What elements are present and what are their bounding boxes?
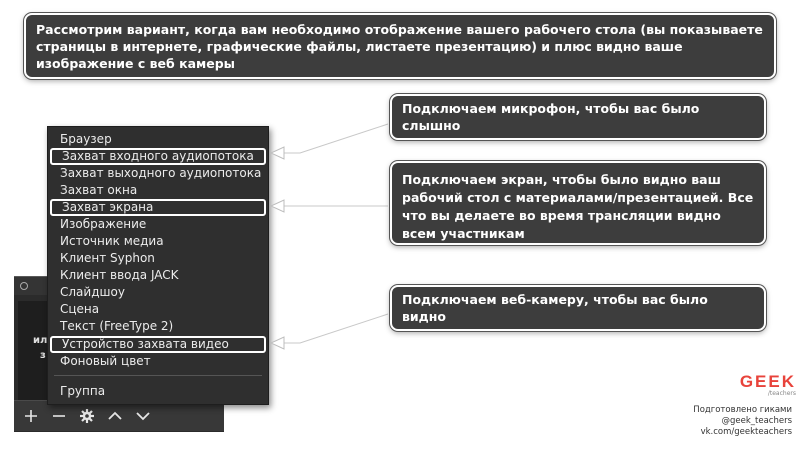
arrowhead-icon <box>271 337 284 349</box>
menu-item-media-source[interactable]: Источник медиа <box>60 234 164 248</box>
window-close-icon[interactable] <box>20 282 28 290</box>
arrowhead-icon <box>271 200 284 212</box>
arrowhead-icon <box>271 147 284 159</box>
connector-webcam <box>283 314 388 343</box>
credit-line: @geek_teachers <box>721 416 792 426</box>
geek-teachers-logo <box>730 372 796 404</box>
menu-item-text-freetype2[interactable]: Текст (FreeType 2) <box>60 319 174 333</box>
menu-item-window-capture[interactable]: Захват окна <box>60 183 138 197</box>
menu-item-color-source[interactable]: Фоновый цвет <box>60 354 151 368</box>
logo-text: GEEK <box>739 372 796 391</box>
menu-item-audio-output-capture[interactable]: Захват выходного аудиопотока <box>60 166 262 180</box>
menu-item-audio-input-capture[interactable]: Захват входного аудиопотока <box>50 148 266 165</box>
minus-icon <box>51 408 67 424</box>
plus-icon <box>23 408 39 424</box>
menu-item-browser[interactable]: Браузер <box>60 132 112 146</box>
webcam-callout-text: Подключаем веб-камеру, чтобы вас было видно <box>402 292 708 324</box>
menu-item-scene[interactable]: Сцена <box>60 302 100 316</box>
menu-item-group[interactable]: Группа <box>60 384 106 398</box>
logo-subtext: /teachers <box>767 390 796 397</box>
source-settings-button[interactable] <box>78 407 96 425</box>
webcam-callout <box>390 285 766 331</box>
remove-source-button[interactable] <box>50 407 68 425</box>
chevron-down-icon <box>135 408 151 424</box>
menu-item-image[interactable]: Изображение <box>60 217 147 231</box>
move-down-button[interactable] <box>134 407 152 425</box>
menu-item-display-capture[interactable]: Захват экрана <box>50 199 266 216</box>
menu-item-slideshow[interactable]: Слайдшоу <box>60 285 125 299</box>
microphone-callout-text: Подключаем микрофон, чтобы вас было слышно <box>402 101 700 133</box>
obs-label-fragment: з <box>40 350 46 361</box>
credit-link: vk.com/geekteachers <box>700 427 792 437</box>
microphone-callout <box>390 94 766 140</box>
credit-line: Подготовлено гиками <box>693 405 792 415</box>
add-source-button[interactable] <box>22 407 40 425</box>
menu-item-jack-input-client[interactable]: Клиент ввода JACK <box>60 268 179 282</box>
screen-callout: Подключаем экран, чтобы было видно ваш рабочий стол с материалами/презентацией. Все что вы делаете во время трансляции видно всем участникам <box>390 161 766 245</box>
add-source-menu <box>47 126 269 405</box>
chevron-up-icon <box>107 408 123 424</box>
menu-item-syphon-client[interactable]: Клиент Syphon <box>60 251 155 265</box>
gear-icon <box>79 408 95 424</box>
obs-label-fragment: ил <box>33 335 48 346</box>
menu-separator <box>54 375 262 376</box>
connector-mic <box>283 124 388 153</box>
intro-callout: Рассмотрим вариант, когда вам необходимо отображение вашего рабочего стола (вы показываете страницы в интернете, графические файлы, листаете презентацию) и плюс видно ваше изображение с веб камеры <box>24 13 776 79</box>
credits <box>693 405 792 438</box>
menu-item-video-capture-device[interactable]: Устройство захвата видео <box>50 336 266 353</box>
move-up-button[interactable] <box>106 407 124 425</box>
